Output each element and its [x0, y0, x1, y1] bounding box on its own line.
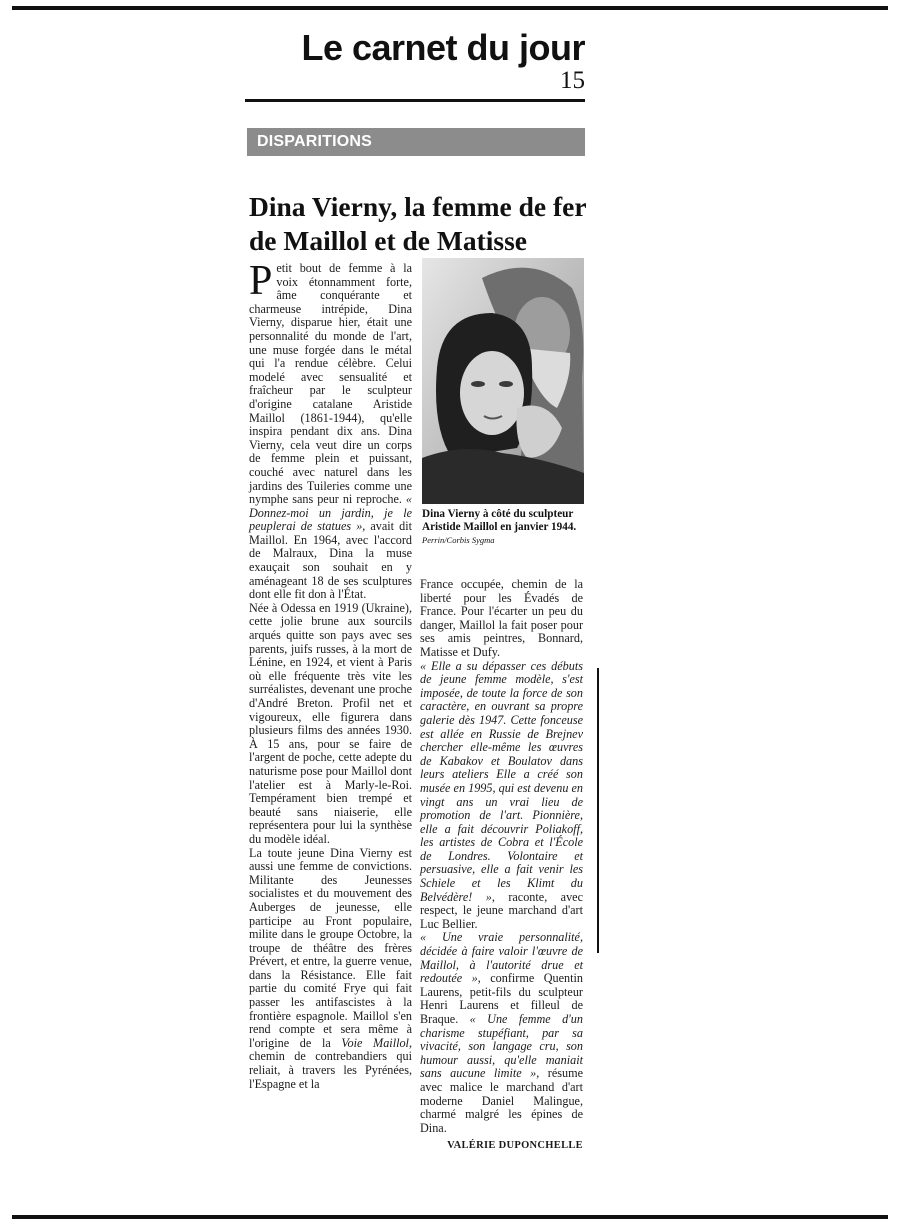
paragraph-4: France occupée, chemin de la liberté pour les Évadés de France. Pour l'écarter un peu du danger, Maillol la fait poser pour ses amis peintres, Bonnard, Matisse et Dufy.: [420, 577, 583, 659]
paragraph-3-text: La toute jeune Dina Vierny est aussi une femme de convictions. Militante des Jeunesses socialistes et du mouvement des Auberges de jeunesse, elle participe au Front populaire, milite dans le groupe Octobre, la troupe de théâtre des frères Prévert, et entre, la guerre venue, dans la Résistance. Elle fait partie du comité Frye qui fait passer les antifascistes à la frontière espagnole. Maillol s'en rend compte et sera même à l'origine de la: [249, 845, 412, 1050]
maillol-quote: « Donnez-moi un jardin, je le peuplerai de statues »: [249, 492, 412, 534]
malingue-quote: « Une femme d'un charisme stupéfiant, par sa vivacité, son langage cru, son humour aussi, qu'elle maniait sans aucune limite »: [420, 1012, 583, 1081]
paragraph-1: [249, 258, 412, 602]
article-headline: Dina Vierny, la femme de fer de Maillol et de Matisse: [249, 191, 587, 256]
margin-marker: [597, 668, 599, 953]
paragraph-3-end: , chemin de contrebandiers qui reliait, à travers les Pyrénées, l'Espagne et la: [249, 1035, 412, 1091]
page-title: Le carnet du jour: [301, 27, 585, 68]
caption-text: Dina Vierny à côté du sculpteur Aristide Maillol en janvier 1944.: [422, 508, 577, 534]
article-photo: [422, 258, 584, 504]
top-rule: [12, 6, 888, 10]
portrait-image: [422, 258, 584, 504]
section-banner: [247, 128, 585, 156]
masthead-rule: [245, 99, 585, 102]
paragraph-1-text: etit bout de femme à la voix étonnamment forte, âme conquérante et charmeuse intrépide, Dina Vierny, disparue hier, était une personnalité du monde de l'art, une muse forgée dans le métal qui l'a rendue célèbre. Celui modelé avec sensualité et fraîcheur par le sculpteur d'origine catalane Aristide Maillol (1861-1944), qu'elle inspira pendant dix ans. Dina Vierny, cela veut dire un corps de femme plein et puissant, couché avec naturel dans les jardins des Tuileries comme une nymphe sans peur ni reproche.: [249, 261, 412, 507]
article-column-right: [420, 578, 583, 1153]
voie-maillol: Voie Maillol: [341, 1035, 409, 1050]
bellier-quote: « Elle a su dépasser ces débuts de jeune femme modèle, s'est imposée, de toute la force de son caractère, en ouvrant sa propre galerie dès 1947. Cette fonceuse est allée en Russie de Brejnev chercher elle-même les œuvres de Kabakov et Boulatov dans leurs ateliers Elle a créé son musée en 1995, qui est devenu en vingt ans un vrai lieu de promotion de l'art. Pionnière, elle a fait découvrir Poliakoff, les artistes de Cobra et l'École de Londres. Volontaire et persuasive, elle a fait venir les Schiele et les Klimt du Belvédère! »: [420, 658, 583, 904]
author-byline: VALÉRIE DUPONCHELLE: [447, 1140, 583, 1152]
laurens-quote: « Une vraie personnalité, décidée à faire valoir l'œuvre de Maillol, à l'autorité drue et redoutée »: [420, 930, 583, 986]
drop-cap: P: [249, 258, 273, 304]
bellier-attribution: , raconte, avec respect, le jeune marchand d'art Luc Bellier.: [420, 889, 583, 931]
paragraph-6: [420, 931, 583, 1135]
photo-credit: Perrin/Corbis Sygma: [422, 535, 495, 546]
malingue-attribution: , résume avec malice le marchand d'art moderne Daniel Malingue, charmé malgré les épines de Dina.: [420, 1066, 583, 1135]
laurens-attribution: , confirme Quentin Laurens, petit-fils du sculpteur Henri Laurens et filleul de Braque.: [420, 971, 583, 1026]
section-label: DISPARITIONS: [257, 133, 373, 150]
page-number: 15: [560, 67, 585, 94]
photo-caption: [422, 508, 587, 548]
paragraph-5: [420, 660, 583, 932]
paragraph-3: [249, 847, 412, 1092]
article-column-left: [249, 258, 412, 1091]
paragraph-1-end: , avait dit Maillol. En 1964, avec l'accord de Malraux, Dina la muse exauçait son souhait en y aménageant 18 de ses sculptures dont elle fit don à l'État.: [249, 519, 412, 602]
bottom-rule: [12, 1215, 888, 1219]
masthead: [245, 28, 585, 94]
paragraph-2: Née à Odessa en 1919 (Ukraine), cette jolie brune aux sourcils arqués quitte son pays avec ses parents, juifs russes, à la mort de Lénine, en 1924, et vient à Paris où elle fréquente très vite les surréalistes, devenant une proche d'André Breton. Profil net et vigoureux, elle figurera dans plusieurs films des années 1930. À 15 ans, pour se faire de l'argent de poche, cette adepte du naturisme pose pour Maillol dont l'atelier est à Marly-le-Roi. Tempérament bien trempé et beauté sans niaiserie, elle représentera pour lui la synthèse du modèle idéal.: [249, 600, 412, 846]
